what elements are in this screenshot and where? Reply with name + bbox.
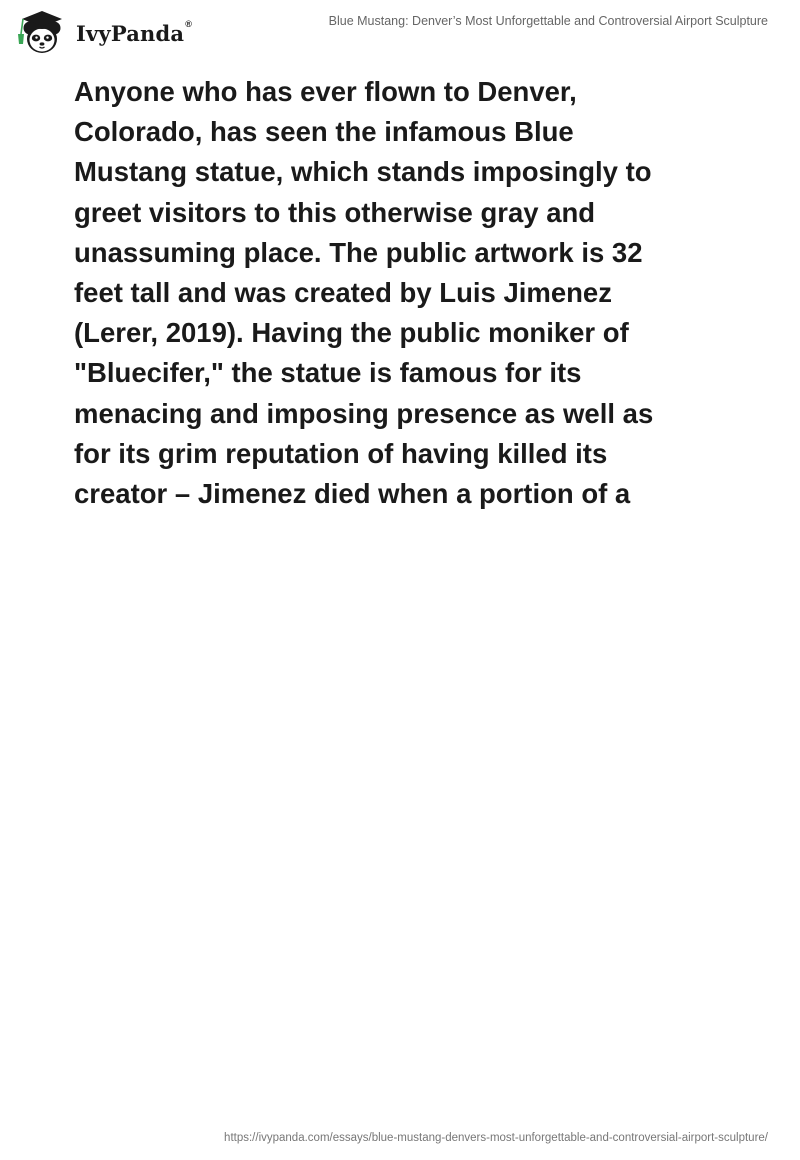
text-line: Anyone who has ever flown to Denver, (74, 76, 577, 107)
text-line: Mustang statue, which stands imposingly to (74, 156, 652, 188)
text-line: creator – Jimenez died when a portion of a (74, 478, 631, 510)
registered-mark: ® (185, 18, 193, 29)
text-line: (Lerer, 2019). Having the public moniker of (74, 317, 629, 349)
essay-content (74, 72, 734, 514)
text-line: for its grim reputation of having killed its (74, 437, 608, 469)
text-line: menacing and imposing presence as well as (74, 397, 654, 429)
text-line: feet tall and was created by Luis Jimenez (74, 277, 612, 309)
document-title: Blue Mustang: Denver’s Most Unforgettable and Controversial Airport Sculpture (328, 14, 768, 28)
page-header (0, 0, 800, 64)
text-line: "Bluecifer," the statue is famous for its (74, 357, 582, 389)
brand-name: IvyPanda® (76, 18, 193, 46)
text-line: Colorado, has seen the infamous Blue (74, 116, 574, 148)
text-line: unassuming place. The public artwork is 32 (74, 236, 643, 268)
ivypanda-logo[interactable] (14, 8, 192, 56)
panda-graduation-cap-icon (14, 8, 70, 56)
essay-paragraph (74, 72, 734, 514)
text-line: greet visitors to this otherwise gray and (74, 196, 596, 228)
source-url-link[interactable]: https://ivypanda.com/essays/blue-mustang-denvers-most-unforgettable-and-controversial-airport-sculpture/ (224, 1132, 768, 1144)
